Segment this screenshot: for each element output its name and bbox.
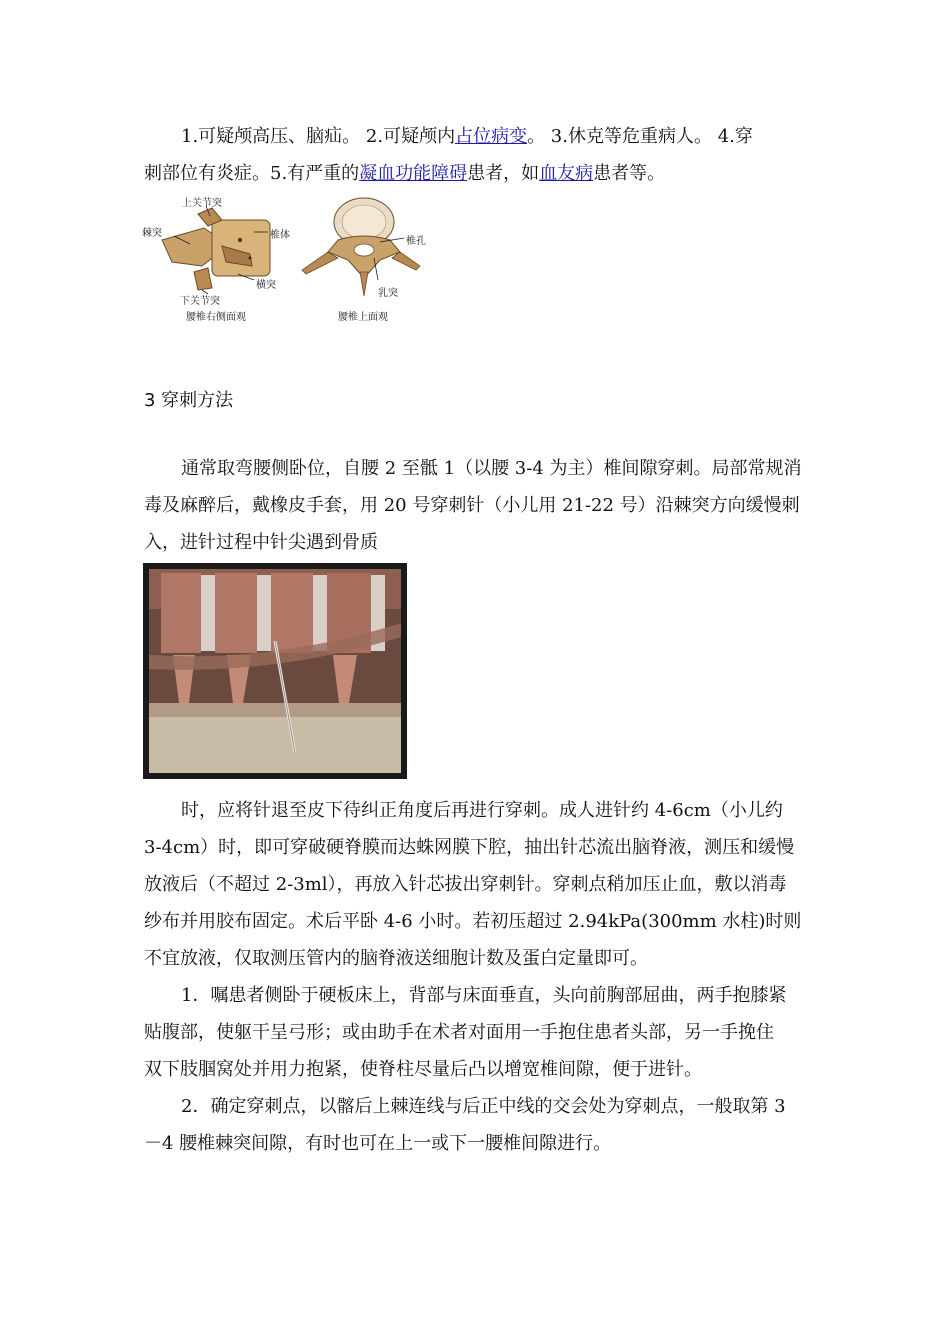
label-superior-articular: 上关节突 xyxy=(182,198,222,209)
label-vertebral-body: 椎体 xyxy=(270,230,290,241)
continuation-line-2: 3-4cm）时，即可穿破硬脊膜而达蛛网膜下腔，抽出针芯流出脑脊液，测压和缓慢 xyxy=(144,837,795,858)
text-segment: 患者，如 xyxy=(467,163,540,184)
lumbar-vertebra-figure xyxy=(142,192,452,332)
label-mammillary-process: 乳突 xyxy=(378,288,398,299)
label-transverse-process: 横突 xyxy=(256,280,276,291)
caption-superior-view: 腰椎上面观 xyxy=(338,312,388,323)
text-segment: 患者等。 xyxy=(593,163,666,184)
method-paragraph xyxy=(144,450,806,561)
text-segment: 1.可疑颅高压、脑疝。 2.可疑颅内 xyxy=(181,126,456,147)
contraindications-line-1 xyxy=(144,118,806,155)
method-line-1: 通常取弯腰侧卧位，自腰 2 至骶 1（以腰 3-4 为主）椎间隙穿刺。局部常规消 xyxy=(181,458,802,479)
continuation-line-5: 不宜放液，仅取测压管内的脑脊液送细胞计数及蛋白定量即可。 xyxy=(144,948,648,969)
method-line-3: 入，进针过程中针尖遇到骨质 xyxy=(144,532,378,553)
continuation-paragraph xyxy=(144,792,806,1162)
label-spinous-process: 棘突 xyxy=(142,228,162,239)
step2-line-2: －4 腰椎棘突间隙，有时也可在上一或下一腰椎间隙进行。 xyxy=(144,1133,612,1154)
needle-insertion-illustration xyxy=(143,563,407,779)
continuation-line-4: 纱布并用胶布固定。术后平卧 4-6 小时。若初压超过 2.94kPa(300mm 水柱)时则 xyxy=(144,911,802,932)
text-segment: 刺部位有炎症。5.有严重的 xyxy=(144,163,360,184)
link-hemophilia[interactable]: 血友病 xyxy=(539,163,594,184)
needle-insertion-figure xyxy=(143,563,407,779)
link-space-occupying-lesion[interactable]: 占位病变 xyxy=(455,126,528,147)
label-vertebral-foramen: 椎孔 xyxy=(406,236,426,247)
continuation-line-3: 放液后（不超过 2-3ml），再放入针芯拔出穿刺针。穿刺点稍加压止血，敷以消毒 xyxy=(144,874,787,895)
step2-line-1: 2．确定穿刺点，以髂后上棘连线与后正中线的交会处为穿刺点，一般取第 3 xyxy=(181,1096,786,1117)
contraindications-paragraph xyxy=(144,118,806,192)
text-segment: 。 3.休克等危重病人。 4.穿 xyxy=(527,126,753,147)
superior-view-drawing xyxy=(302,198,420,296)
method-line-2: 毒及麻醉后，戴橡皮手套，用 20 号穿刺针（小儿用 21-22 号）沿棘突方向缓慢刺 xyxy=(144,495,800,516)
contraindications-line-2 xyxy=(144,155,806,192)
step1-line-3: 双下肢腘窝处并用力抱紧，使脊柱尽量后凸以增宽椎间隙，便于进针。 xyxy=(144,1059,702,1080)
label-inferior-articular: 下关节突 xyxy=(180,296,220,307)
caption-lateral-view: 腰椎右侧面观 xyxy=(186,312,246,323)
step1-line-2: 贴腹部，使躯干呈弓形；或由助手在术者对面用一手抱住患者头部，另一手挽住 xyxy=(144,1022,774,1043)
link-coagulation-disorder[interactable]: 凝血功能障碍 xyxy=(359,163,468,184)
lateral-view-drawing xyxy=(162,206,270,294)
section-heading: 3 穿刺方法 xyxy=(144,390,234,411)
continuation-line-1: 时，应将针退至皮下待纠正角度后再进行穿刺。成人进针约 4-6cm（小儿约 xyxy=(181,800,783,821)
step1-line-1: 1．嘱患者侧卧于硬板床上，背部与床面垂直，头向前胸部屈曲，两手抱膝紧 xyxy=(181,985,787,1006)
